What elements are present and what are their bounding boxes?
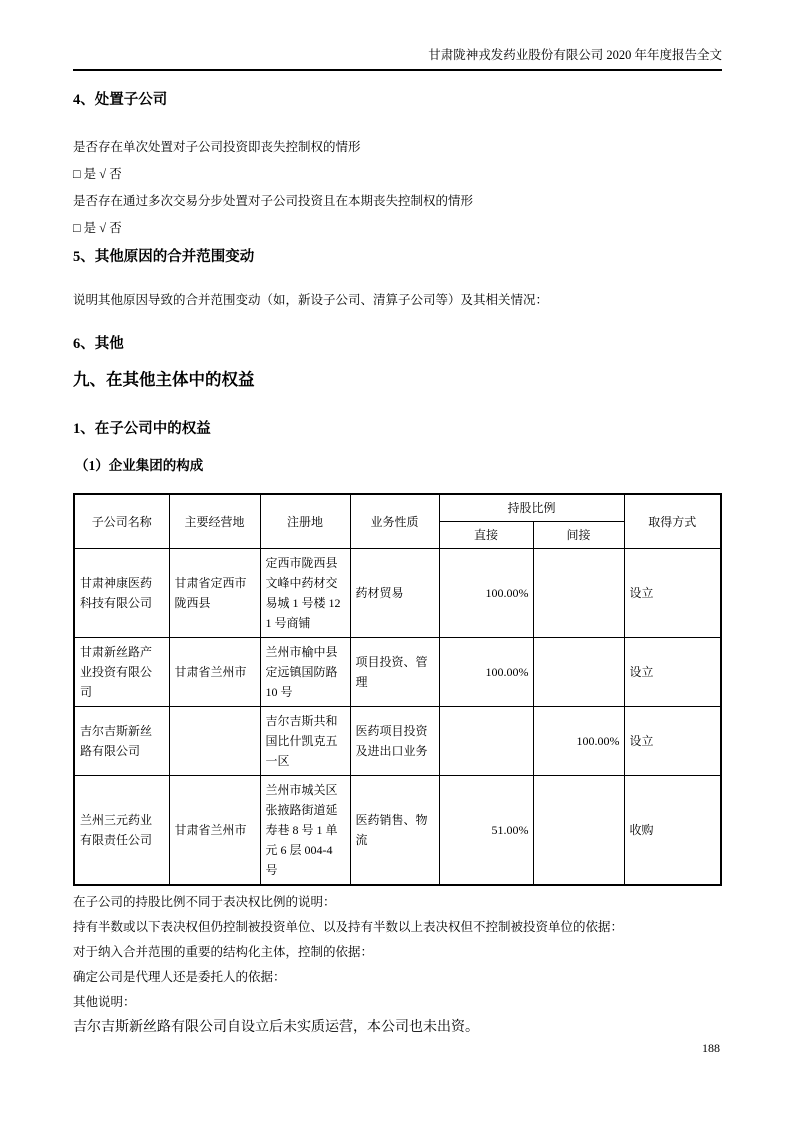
cell-acquisition-method: 设立 — [624, 638, 721, 707]
question-single-disposal: 是否存在单次处置对子公司投资即丧失控制权的情形 — [73, 140, 361, 154]
section-4-heading: 4、处置子公司 — [73, 92, 168, 108]
cell-direct-ratio: 100.00% — [439, 638, 533, 707]
cell-direct-ratio: 100.00% — [439, 549, 533, 638]
cell-business-nature: 项目投资、管理 — [350, 638, 439, 707]
table-row — [74, 707, 721, 776]
cell-business-nature: 药材贸易 — [350, 549, 439, 638]
section-5-heading: 5、其他原因的合并范围变动 — [73, 249, 255, 265]
table-row — [74, 549, 721, 638]
cell-indirect-ratio — [533, 638, 624, 707]
document-header — [73, 0, 722, 71]
page-number: 188 — [702, 1041, 720, 1055]
cell-registered-location: 吉尔吉斯共和国比什凯克五一区 — [260, 707, 350, 776]
col-header-indirect: 间接 — [533, 522, 624, 549]
cell-acquisition-method: 设立 — [624, 549, 721, 638]
note-voting-ratio-difference: 在子公司的持股比例不同于表决权比例的说明： — [73, 895, 336, 909]
cell-subsidiary-name: 甘肃新丝路产业投资有限公司 — [74, 638, 169, 707]
col-header-subsidiary-name: 子公司名称 — [74, 494, 169, 549]
note-other-description: 吉尔吉斯新丝路有限公司自设立后未实质运营，本公司也未出资。 — [73, 1020, 479, 1035]
note-structured-entity-basis: 对于纳入合并范围的重要的结构化主体，控制的依据： — [73, 945, 374, 959]
answer-multi-step-disposal: □ 是 √ 否 — [73, 221, 122, 235]
cell-main-operating-location: 甘肃省兰州市 — [169, 776, 260, 886]
cell-indirect-ratio — [533, 549, 624, 638]
cell-subsidiary-name: 兰州三元药业有限责任公司 — [74, 776, 169, 886]
section-9-1-1-heading: （1）企业集团的构成 — [75, 458, 204, 473]
cell-indirect-ratio: 100.00% — [533, 707, 624, 776]
subsidiaries-table — [73, 493, 722, 886]
cell-main-operating-location: 甘肃省兰州市 — [169, 638, 260, 707]
note-other-label: 其他说明： — [73, 995, 136, 1009]
cell-subsidiary-name: 吉尔吉斯新丝路有限公司 — [74, 707, 169, 776]
col-header-direct: 直接 — [439, 522, 533, 549]
section-9-heading: 九、在其他主体中的权益 — [73, 370, 255, 389]
cell-business-nature: 医药项目投资及进出口业务 — [350, 707, 439, 776]
col-header-shareholding-ratio: 持股比例 — [439, 494, 624, 522]
table-row — [74, 638, 721, 707]
cell-main-operating-location: 甘肃省定西市陇西县 — [169, 549, 260, 638]
table-row — [74, 776, 721, 886]
col-header-registered-location: 注册地 — [260, 494, 350, 549]
report-title: 甘肃陇神戎发药业股份有限公司 2020 年年度报告全文 — [428, 48, 722, 62]
cell-subsidiary-name: 甘肃神康医药科技有限公司 — [74, 549, 169, 638]
subsidiaries-table-header — [74, 494, 721, 549]
note-agent-or-principal-basis: 确定公司是代理人还是委托人的依据： — [73, 970, 286, 984]
section-5-description: 说明其他原因导致的合并范围变动（如，新设子公司、清算子公司等）及其相关情况： — [73, 293, 549, 307]
note-control-basis: 持有半数或以下表决权但仍控制被投资单位、以及持有半数以上表决权但不控制被投资单位的依据： — [73, 920, 624, 934]
section-9-1-heading: 1、在子公司中的权益 — [73, 421, 211, 437]
question-multi-step-disposal: 是否存在通过多次交易分步处置对子公司投资且在本期丧失控制权的情形 — [73, 194, 474, 208]
cell-indirect-ratio — [533, 776, 624, 886]
section-6-heading: 6、其他 — [73, 336, 124, 352]
cell-direct-ratio — [439, 707, 533, 776]
answer-single-disposal: □ 是 √ 否 — [73, 167, 122, 181]
col-header-business-nature: 业务性质 — [350, 494, 439, 549]
cell-registered-location: 定西市陇西县文峰中药材交易城 1 号楼 121 号商铺 — [260, 549, 350, 638]
cell-registered-location: 兰州市城关区张掖路街道延寿巷 8 号 1 单元 6 层 004-4 号 — [260, 776, 350, 886]
cell-acquisition-method: 设立 — [624, 707, 721, 776]
col-header-main-operating-location: 主要经营地 — [169, 494, 260, 549]
col-header-acquisition-method: 取得方式 — [624, 494, 721, 549]
cell-registered-location: 兰州市榆中县定远镇国防路 10 号 — [260, 638, 350, 707]
cell-business-nature: 医药销售、物流 — [350, 776, 439, 886]
cell-direct-ratio: 51.00% — [439, 776, 533, 886]
cell-main-operating-location — [169, 707, 260, 776]
cell-acquisition-method: 收购 — [624, 776, 721, 886]
